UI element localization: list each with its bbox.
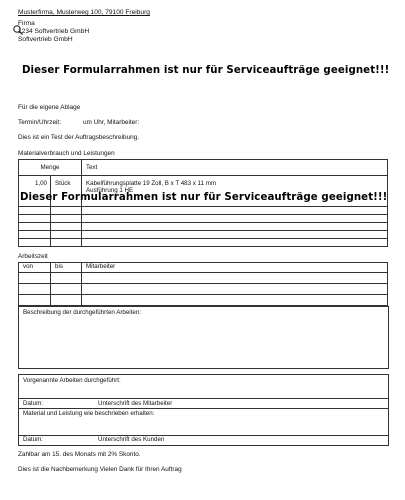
termin-label: Termin/Uhrzeit:: [18, 119, 61, 126]
unterschrift-kunde: Unterschrift des Kunden: [98, 436, 165, 443]
table-row: [19, 223, 388, 231]
sender-line: Musterfirma, Musterweg 100, 79100 Freiburg: [18, 9, 150, 16]
table-row: [19, 273, 388, 284]
recipient-line-1: Firma: [18, 20, 35, 27]
warning-title: Dieser Formularrahmen ist nur für Serviceaufträge geeignet!!!: [22, 65, 390, 76]
datum-label-1: Datum:: [23, 400, 43, 407]
row-text-line-1: Kabelführungsplatte 19 Zoll, B x T 483 x 11 mm: [86, 180, 217, 187]
material-header-row: [19, 160, 388, 176]
termin-time: um Uhr, Mitarbeiter:: [83, 119, 140, 126]
header-mitarbeiter: Mitarbeiter: [82, 263, 388, 273]
row-menge: 1,00: [19, 176, 51, 207]
table-row: [19, 207, 388, 215]
ablage-text: Für die eigene Ablage: [18, 104, 81, 111]
header-von: von: [19, 263, 51, 273]
arbeitszeit-table: [18, 262, 388, 306]
table-row: [19, 284, 388, 295]
row-text-line-2: Ausführung 1 HE: [86, 187, 134, 194]
recipient-line-2: 1234 Softvertrieb GmbH: [18, 28, 90, 35]
header-menge: Menge: [19, 160, 82, 176]
material-erhalten-label: Material und Leistung wie beschrieben erhalten:: [23, 410, 155, 417]
beschreibung-label: Beschreibung der durchgeführten Arbeiten:: [23, 309, 141, 316]
signature-box: [18, 374, 389, 446]
material-title: Materialverbrauch und Leistungen: [18, 150, 115, 157]
row-einheit: Stück: [51, 176, 82, 207]
material-table: [18, 159, 388, 247]
beschreibung-box: [18, 306, 389, 369]
table-row: [19, 239, 388, 247]
nachbemerkung-text: Dies ist die Nachbemerkung Vielen Dank für Ihren Auftrag: [18, 466, 182, 473]
header-bis: bis: [51, 263, 82, 273]
arbeitszeit-title: Arbeitszeit: [18, 253, 48, 260]
recipient-line-3: Softvertrieb GmbH: [18, 36, 73, 43]
unterschrift-mitarbeiter: Unterschrift des Mitarbeiter: [98, 400, 173, 407]
arbeitszeit-header-row: [19, 263, 388, 273]
zahlbar-text: Zahlbar am 15. des Monats mit 2% Skonto.: [18, 451, 141, 458]
table-row: [19, 215, 388, 223]
datum-label-2: Datum:: [23, 436, 43, 443]
table-row: [19, 231, 388, 239]
test-text: Dies ist ein Test der Auftragsbeschreibung.: [18, 134, 140, 141]
table-row: [19, 295, 388, 306]
warning-overlay: Dieser Formularrahmen ist nur für Serviceaufträge geeignet!!!: [20, 192, 388, 203]
header-text: Text: [82, 160, 388, 176]
vorgenannte-label: Vorgenannte Arbeiten durchgeführt:: [23, 377, 121, 384]
